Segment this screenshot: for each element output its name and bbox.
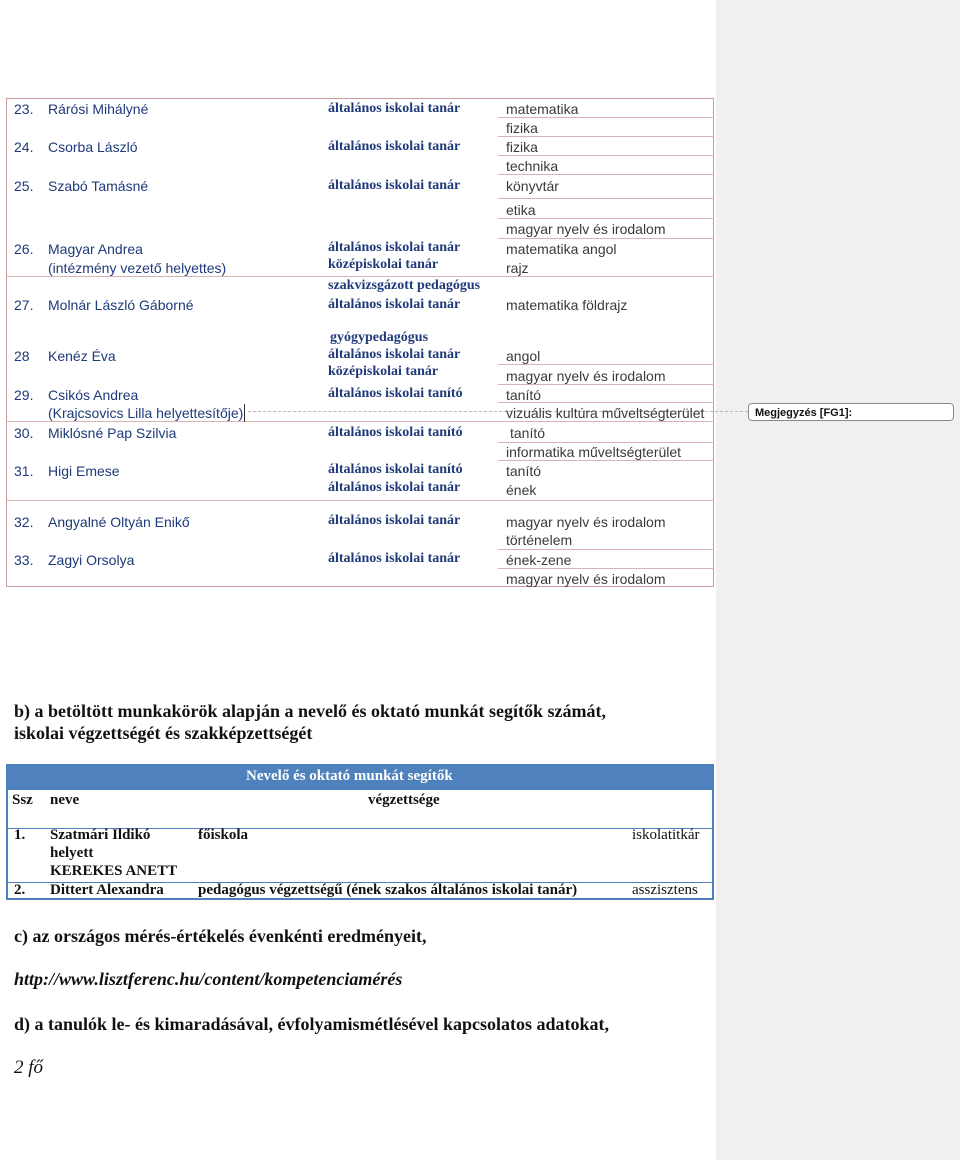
staff-subject: tanító: [510, 425, 546, 441]
comment-balloon[interactable]: [748, 403, 954, 421]
staff-name-note: (Krajcsovics Lilla helyettesítője): [48, 405, 244, 421]
staff-subject: tanító: [506, 387, 542, 403]
staff-role: általános iskolai tanító: [328, 386, 463, 401]
staff-num: 29.: [14, 387, 34, 403]
staff-name: Kenéz Éva: [48, 348, 116, 364]
support-role: iskolatitkár: [632, 827, 700, 843]
row-divider: [498, 238, 714, 239]
staff-num: 23.: [14, 101, 34, 117]
staff-subject: technika: [506, 158, 559, 174]
section-c-heading: c) az országos mérés-értékelés évenkénti eredményeit,: [14, 926, 427, 946]
staff-subject: informatika műveltségterület: [506, 444, 682, 460]
staff-subject: könyvtár: [506, 178, 559, 194]
staff-role: középiskolai tanár: [328, 364, 439, 379]
comment-margin-pane: [716, 0, 960, 1160]
support-education: főiskola: [198, 827, 249, 843]
staff-subject: ének: [506, 482, 537, 498]
staff-name: Angyalné Oltyán Enikő: [48, 514, 190, 530]
staff-subject: etika: [506, 202, 536, 218]
staff-subject: matematika földrajz: [506, 297, 628, 313]
staff-role: általános iskolai tanár: [328, 178, 461, 193]
support-role: asszisztens: [632, 882, 698, 898]
staff-role: általános iskolai tanár: [328, 551, 461, 566]
column-header-name: neve: [50, 792, 80, 808]
section-b-heading-line1: b) a betöltött munkakörök alapján a nevelő és oktató munkát segítők számát,: [14, 701, 607, 721]
column-header-education: végzettsége: [368, 792, 440, 808]
staff-role: általános iskolai tanító: [328, 425, 463, 440]
staff-role: általános iskolai tanár: [328, 240, 461, 255]
comment-label: Megjegyzés [FG1]:: [755, 407, 853, 419]
staff-num: 31.: [14, 463, 34, 479]
kompetencia-link[interactable]: http://www.lisztferenc.hu/content/kompetenciamérés: [14, 969, 403, 989]
staff-subject: magyar nyelv és irodalom: [506, 368, 666, 384]
support-education: pedagógus végzettségű (ének szakos általános iskolai tanár): [198, 882, 578, 898]
support-name: Dittert Alexandra: [50, 882, 164, 898]
row-divider: [498, 198, 714, 199]
staff-subject: ének-zene: [506, 552, 572, 568]
staff-subject: rajz: [506, 260, 529, 276]
support-note: helyett: [50, 845, 94, 861]
staff-subject: fizika: [506, 120, 538, 136]
staff-name: Molnár László Gáborné: [48, 297, 194, 313]
support-num: 1.: [14, 827, 26, 843]
staff-role: gyógypedagógus: [330, 330, 429, 345]
staff-num: 24.: [14, 139, 34, 155]
staff-num: 30.: [14, 425, 34, 441]
staff-num: 33.: [14, 552, 34, 568]
staff-role: általános iskolai tanár: [328, 139, 461, 154]
staff-name: Rárósi Mihályné: [48, 101, 149, 117]
dropout-count: 2 fő: [14, 1057, 44, 1078]
staff-role: általános iskolai tanár: [328, 297, 461, 312]
column-header-num: Ssz: [12, 792, 33, 808]
staff-name-note: (intézmény vezető helyettes): [48, 260, 227, 276]
staff-role: általános iskolai tanár: [328, 101, 461, 116]
staff-role: általános iskolai tanár: [328, 347, 461, 362]
staff-role: általános iskolai tanító: [328, 462, 463, 477]
section-b-heading-line2: iskolai végzettségét és szakképzettségét: [14, 723, 313, 743]
staff-subject: magyar nyelv és irodalom: [506, 514, 666, 530]
support-note: KEREKES ANETT: [50, 863, 178, 879]
staff-subject: matematika angol: [506, 241, 617, 257]
staff-num: 26.: [14, 241, 34, 257]
staff-num: 28: [14, 348, 30, 364]
staff-subject: angol: [506, 348, 541, 364]
staff-role: középiskolai tanár: [328, 257, 439, 272]
staff-role: általános iskolai tanár: [328, 513, 461, 528]
staff-name: Magyar Andrea: [48, 241, 143, 257]
staff-subject: fizika: [506, 139, 538, 155]
staff-name: Zagyi Orsolya: [48, 552, 135, 568]
staff-name: Higi Emese: [48, 463, 120, 479]
staff-name: Miklósné Pap Szilvia: [48, 425, 177, 441]
staff-subject: történelem: [506, 532, 573, 548]
staff-num: 32.: [14, 514, 34, 530]
staff-name: Csikós Andrea: [48, 387, 139, 403]
staff-name: Csorba László: [48, 139, 138, 155]
staff-num: 25.: [14, 178, 34, 194]
staff-subject: magyar nyelv és irodalom: [506, 221, 666, 237]
staff-subject: tanító: [506, 463, 542, 479]
staff-role: szakvizsgázott pedagógus: [328, 278, 481, 293]
staff-subject: magyar nyelv és irodalom: [506, 571, 666, 587]
staff-subject: vizuális kultúra műveltségterület: [506, 405, 705, 421]
staff-num: 27.: [14, 297, 34, 313]
support-num: 2.: [14, 882, 26, 898]
row-divider: [498, 549, 714, 550]
row-divider: [6, 500, 714, 501]
support-name: Szatmári Ildikó: [50, 827, 151, 843]
staff-subject: matematika: [506, 101, 579, 117]
support-table-title: Nevelő és oktató munkát segítők: [246, 768, 453, 784]
staff-role: általános iskolai tanár: [328, 480, 461, 495]
section-d-heading: d) a tanulók le- és kimaradásával, évfolyamismétlésével kapcsolatos adatokat,: [14, 1014, 609, 1034]
staff-name: Szabó Tamásné: [48, 178, 149, 194]
